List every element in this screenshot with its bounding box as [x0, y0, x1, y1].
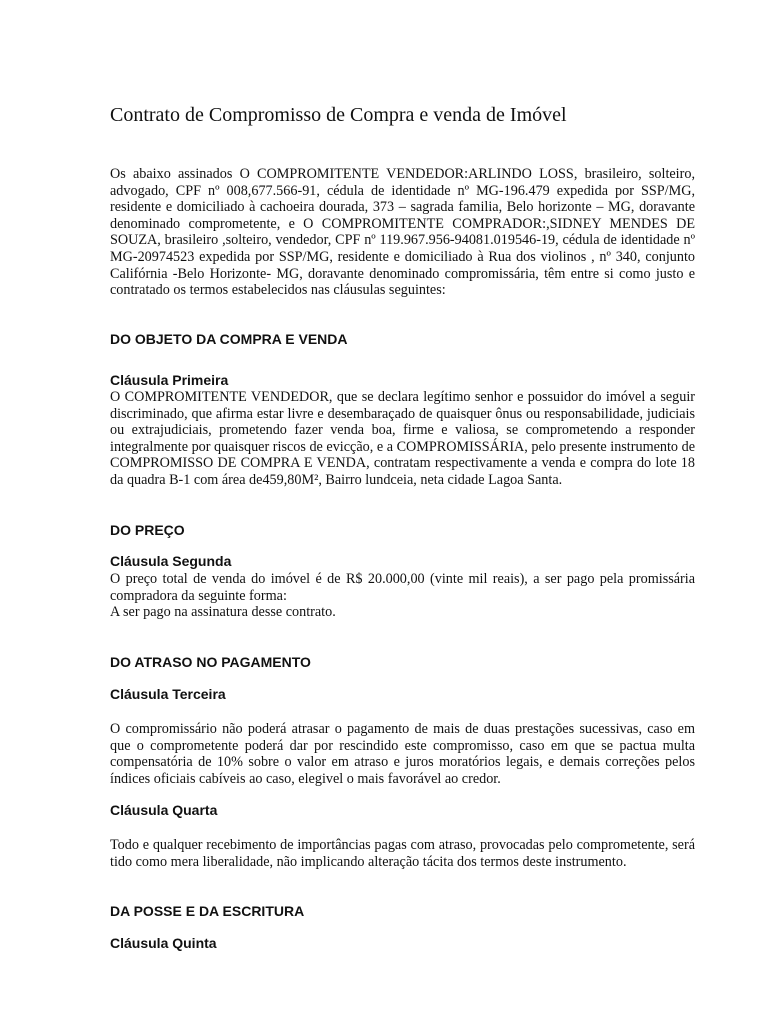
clause-title-quinta: Cláusula Quinta: [110, 935, 217, 951]
document-title: Contrato de Compromisso de Compra e venda de Imóvel: [110, 104, 567, 126]
section-heading-objeto: DO OBJETO DA COMPRA E VENDA: [110, 331, 348, 347]
clause-text-terceira: O compromissário não poderá atrasar o pagamento de mais de duas prestações sucessivas, caso em que o comprometente poderá dar por rescindido este compromisso, caso em que se pactua multa compensatória de 10% sobre o valor em atraso e juros moratórios legais, e demais correções pelos índices oficiais cabíveis ao caso, elegivel o mais favorável ao credor.: [110, 721, 695, 787]
clause-text-quarta: Todo e qualquer recebimento de importâncias pagas com atraso, provocadas pelo comprometente, será tido como mera liberalidade, não implicando alteração tácita dos termos deste instrumento.: [110, 837, 695, 870]
clause-text-primeira: O COMPROMITENTE VENDEDOR, que se declara legítimo senhor e possuidor do imóvel a seguir discriminado, que afirma estar livre e desembaraçado de quaisquer ônus ou responsabilidade, judiciais ou extrajudiciais, prometendo fazer venda boa, firme e valiosa, se comprometendo a responder integralmente por quaisquer riscos de evicção, e a COMPROMISSÁRIA, pelo presente instrumento de COMPROMISSO DE COMPRA E VENDA, contratam respectivamente a venda e compra do lote 18 da quadra B-1 com área de459,80M², Bairro lundceia, neta cidade Lagoa Santa.: [110, 389, 695, 488]
clause-title-terceira: Cláusula Terceira: [110, 686, 226, 702]
clause-title-segunda: Cláusula Segunda: [110, 553, 232, 569]
section-heading-atraso: DO ATRASO NO PAGAMENTO: [110, 654, 311, 670]
clause-text-segunda-payment: A ser pago na assinatura desse contrato.: [110, 604, 336, 620]
clause-title-quarta: Cláusula Quarta: [110, 802, 218, 818]
clause-text-segunda: O preço total de venda do imóvel é de R$ 20.000,00 (vinte mil reais), a ser pago pela promissária compradora da seguinte forma:: [110, 571, 695, 604]
section-heading-preco: DO PREÇO: [110, 522, 185, 538]
clause-title-primeira: Cláusula Primeira: [110, 372, 229, 388]
intro-paragraph: Os abaixo assinados O COMPROMITENTE VENDEDOR:ARLINDO LOSS, brasileiro, solteiro, advogado, CPF nº 008,677.566-91, cédula de identidade nº MG-196.479 expedida por SSP/MG, residente e domiciliado à cachoeira dourada, 373 – sagrada familia, Belo horizonte – MG, doravante denominado comprometente, e O COMPROMITENTE COMPRADOR:,SIDNEY MENDES DE SOUZA, brasileiro ,solteiro, vendedor, CPF nº 119.967.956-94081.019546-19, cédula de identidade nº MG-20974523 expedida por SSP/MG, residente e domiciliado à Rua dos violinos , nº 340, conjunto Califórnia -Belo Horizonte- MG, doravante denominado compromissária, têm entre si como justo e contratado os termos estabelecidos nas cláusulas seguintes:: [110, 166, 695, 299]
section-heading-posse: DA POSSE E DA ESCRITURA: [110, 903, 305, 919]
